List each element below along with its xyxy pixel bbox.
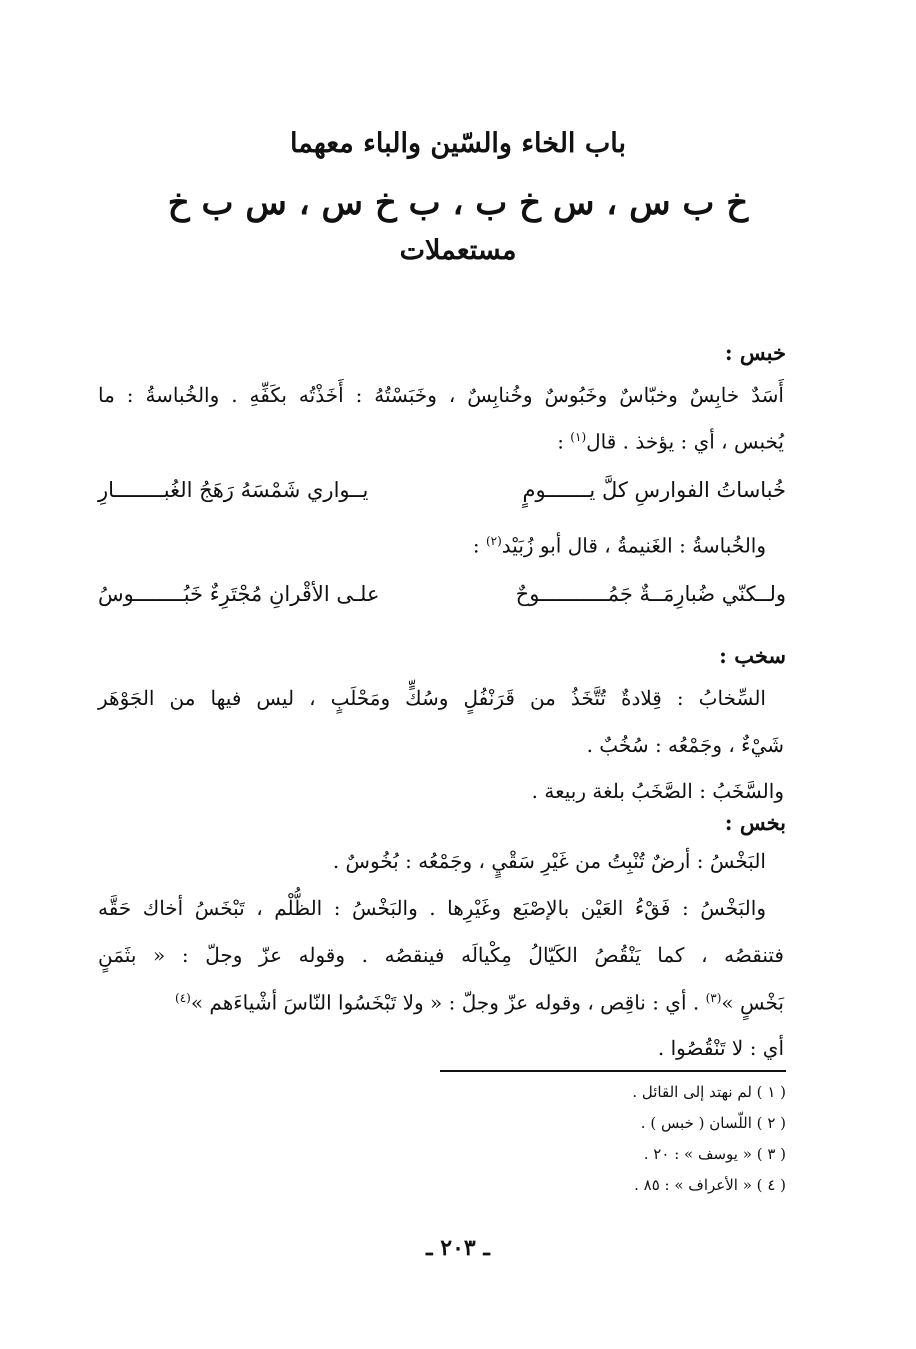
- footnote-divider: [440, 1070, 786, 1072]
- entry-khabs-line-2: [557, 431, 784, 452]
- entry-head-bakhs: بخس :: [724, 810, 786, 835]
- entry-bakhs-line-1: البَخْسُ : أرضٌ تُنْبِتُ من غَيْرِ سَقْيٍ ، وجَمْعُه : بُخُوسٌ .: [332, 849, 766, 873]
- entry-head-sakhb: سخب :: [719, 643, 786, 668]
- footnote-ref-4: (٤): [175, 991, 191, 1005]
- footnote-2: ( ٢ ) اللّسان ( خبس ) .: [640, 1114, 786, 1132]
- entry-bakhs-line-4: [175, 992, 784, 1013]
- entry-khabs-line-2-text: يُخبس ، أي : يؤخذ . قال: [586, 429, 784, 454]
- entry-bakhs-line-3: فتنقصُه ، كما يَنْقُصُ الكَيّالُ مِكْيالَه فينقصُه . وقوله عزّ وجلّ : « بثَمَنٍ: [98, 943, 784, 967]
- footnote-ref-1: (١): [570, 430, 587, 444]
- footnote-ref-3: (٣): [705, 991, 722, 1005]
- entry-khabs-line-3-text: والخُباسةُ : الغَنيمةُ ، قال أبو زُبَيْد: [501, 533, 766, 558]
- verse-2-first-hemistich: ولــكنّي ضُبارِمَــةٌ جَمُـــــــــــوحٌ: [515, 582, 786, 606]
- entry-sakhb-line-2: شَيْءٌ ، وجَمْعُه : سُخُبٌ .: [586, 733, 784, 757]
- entry-khabs-line-3: [473, 535, 766, 556]
- verse-1-second-hemistich: يــواري شَمْسَهُ رَهَجُ الغُبــــــــارِ: [98, 478, 369, 502]
- footnote-1: ( ١ ) لم نهتد إلى القائل .: [632, 1083, 786, 1101]
- chapter-title: باب الخاء والسّين والباء معهما: [290, 128, 626, 159]
- entry-head-khabs: خبس :: [724, 340, 786, 365]
- entry-bakhs-line-5: أي : لا تَنْقُصُوا .: [657, 1036, 784, 1060]
- entry-bakhs-line-4-a: بَخْسٍ »: [721, 990, 784, 1015]
- entry-sakhb-line-3: والسَّخَبُ : الصَّخَبُ بلغة ربيعة .: [531, 779, 784, 803]
- entry-khabs-line-3-end: :: [472, 533, 486, 558]
- letter-permutations: خ ب س ، س خ ب ، ب خ س ، س ب خ: [167, 183, 749, 223]
- page-number: ـ ٢٠٣ ـ: [426, 1235, 490, 1261]
- entry-bakhs-line-4-b: . أي : ناقِص ، وقوله عزّ وجلّ : « ولا تَبْخَسُوا النّاسَ أشْياءَهم »: [190, 990, 706, 1015]
- usage-status: مستعملات: [399, 235, 517, 266]
- entry-bakhs-line-2: والبَخْسُ : فَقْءُ العَيْن بالإصْبَع وغَيْرِها . والبَخْسُ : الظُّلْم ، تَبْخَسُ أخاك حَقَّه: [98, 896, 766, 920]
- footnote-4: ( ٤ ) « الأعراف » : ٨٥ .: [634, 1176, 786, 1194]
- verse-1-first-hemistich: خُباساتُ الفوارسِ كلَّ يـــــــومٍ: [522, 478, 786, 502]
- entry-khabs-line-1: أَسَدٌ خابِسٌ وخبّاسٌ وخَبُوسٌ وخُنابِسٌ ، وخَبَسْتُهُ : أَخَذْتُه بكَفِّهِ . والخُباسةُ : ما: [98, 383, 784, 407]
- footnote-ref-2: (٢): [485, 534, 502, 548]
- verse-2-second-hemistich: علـى الأقْرانِ مُجْتَرِءٌ خَبُــــــــوسُ: [98, 582, 380, 606]
- entry-khabs-line-2-end: :: [557, 429, 571, 454]
- entry-sakhb-line-1: السِّخابُ : قِلادةٌ تُتَّخَذُ من قَرَنْفُلٍ وسُكٍّ ومَحْلَبٍ ، ليس فيها من الجَوْهَر: [98, 686, 766, 710]
- footnote-3: ( ٣ ) « يوسف » : ٢٠ .: [643, 1145, 786, 1163]
